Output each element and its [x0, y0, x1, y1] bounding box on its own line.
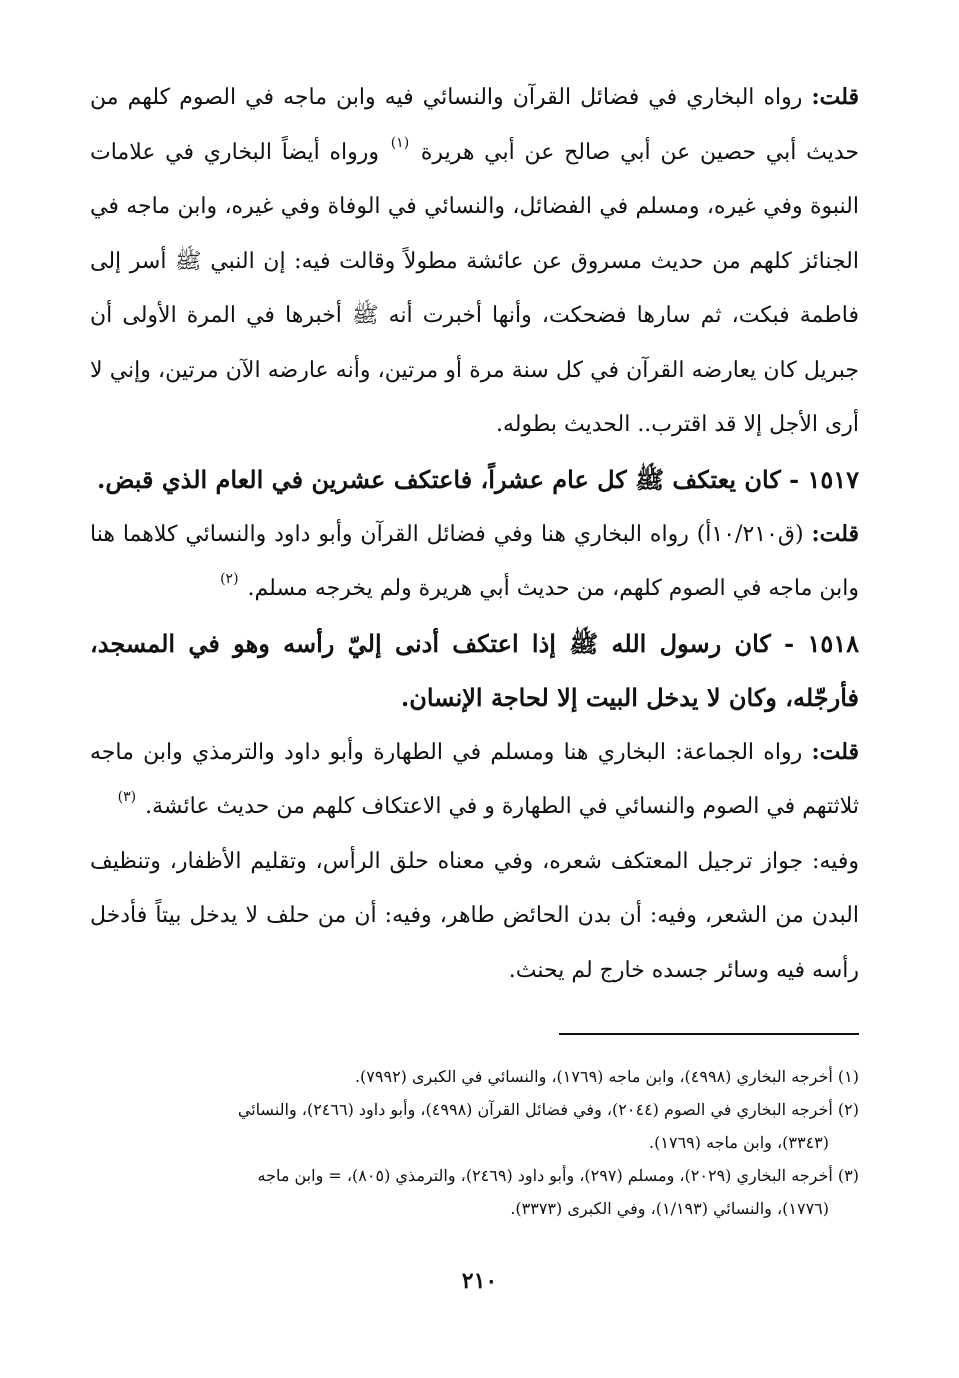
paragraph-text: رواه الجماعة: البخاري هنا ومسلم في الطهارة وأبو داود والترمذي وابن ماجه ثلاثتهم في الصوم والنسائي في الطهارة و في الاعتكاف كلهم من حديث عائشة. [90, 739, 859, 819]
hadith-1517 [90, 453, 859, 507]
qultu-keyword: قلت: [811, 738, 859, 765]
qultu-keyword: قلت: [811, 520, 859, 547]
paragraph-commentary-1 [90, 70, 859, 453]
footnote-separator [559, 1033, 859, 1035]
footnote-3-continued: (١٧٧٦)، والنسائي (١/١٩٣)، وفي الكبرى (٣٣٧٣). [510, 1199, 829, 1218]
footnote-marker-1: (١) [390, 134, 410, 151]
hadith-number: ١٥١٧ - [789, 464, 859, 494]
paragraph-commentary-3 [90, 725, 859, 835]
footnotes [90, 1060, 859, 1225]
footnote-3: (٣) أخرجه البخاري (٢٠٢٩)، ومسلم (٢٩٧)، وأبو داود (٢٤٦٩)، والترمذي (٨٠٥)، = وابن ماجه [257, 1166, 859, 1185]
footnote-marker-3: (٣) [117, 789, 137, 805]
hadith-text: كان رسول الله ﷺ إذا اعتكف أدنى إليّ رأسه وهو في المسجد، فأرجّله، وكان لا يدخل البيت إلا لحاجة الإنسان. [90, 628, 859, 712]
main-text [90, 70, 859, 998]
paragraph-commentary-2 [90, 507, 859, 617]
qultu-keyword: قلت: [811, 84, 859, 110]
footnote-2-continued: (٣٣٤٣)، وابن ماجه (١٧٦٩). [649, 1133, 829, 1152]
paragraph-benefits [90, 835, 859, 999]
paragraph-text: (ق١٠/٢١٠أ) رواه البخاري هنا وفي فضائل القرآن وأبو داود والنسائي كلاهما هنا وابن ماجه في الصوم كلهم، من حديث أبي هريرة ولم يخرجه مسلم. [90, 521, 859, 601]
footnote-2: (٢) أخرجه البخاري في الصوم (٢٠٤٤)، وفي فضائل القرآن (٤٩٩٨)، وأبو داود (٢٤٦٦)، والنسائي [237, 1100, 859, 1119]
footnote-marker-2: (٢) [220, 571, 239, 587]
footnote-1: (١) أخرجه البخاري (٤٩٩٨)، وابن ماجه (١٧٦٩)، والنسائي في الكبرى (٧٩٩٢). [354, 1067, 859, 1086]
paragraph-text: ورواه أيضاً البخاري في علامات النبوة وفي غيره، ومسلم في الفضائل، والنسائي في الوفاة وفي غيره، وابن ماجه في الجنائز كلهم من حديث مسروق عن عائشة مطولاً وقالت فيه: إن النبي ﷺ أسر إلى فاطمة فبكت، ثم سارها فضحكت، وأنها أخبرت أنه ﷺ أخبرها في المرة الأولى أن جبريل كان يعارضه القرآن في كل سنة مرة أو مرتين، وأنه عارضه الآن مرتين، وإني لا أرى الأجل إلا قد اقترب.. الحديث بطوله. [90, 139, 859, 437]
hadith-1518 [90, 617, 859, 725]
paragraph-text: وفيه: جواز ترجيل المعتكف شعره، وفي معناه حلق الرأس، وتقليم الأظفار، وتنظيف البدن من الشعر، وفيه: أن بدن الحائض طاهر، وفيه: أن من حلف لا يدخل بيتاً فأدخل رأسه فيه وسائر جسده خارج لم يحنث. [90, 848, 859, 983]
hadith-number: ١٥١٨ - [784, 628, 859, 658]
page-number: ٢١٠ [461, 1268, 498, 1294]
paragraph-text: رواه البخاري في فضائل القرآن والنسائي فيه وابن ماجه في الصوم كلهم من حديث أبي حصين عن أبي صالح عن أبي هريرة [90, 85, 859, 165]
hadith-text: كان يعتكف ﷺ كل عام عشراً، فاعتكف عشرين في العام الذي قبض. [96, 464, 781, 494]
